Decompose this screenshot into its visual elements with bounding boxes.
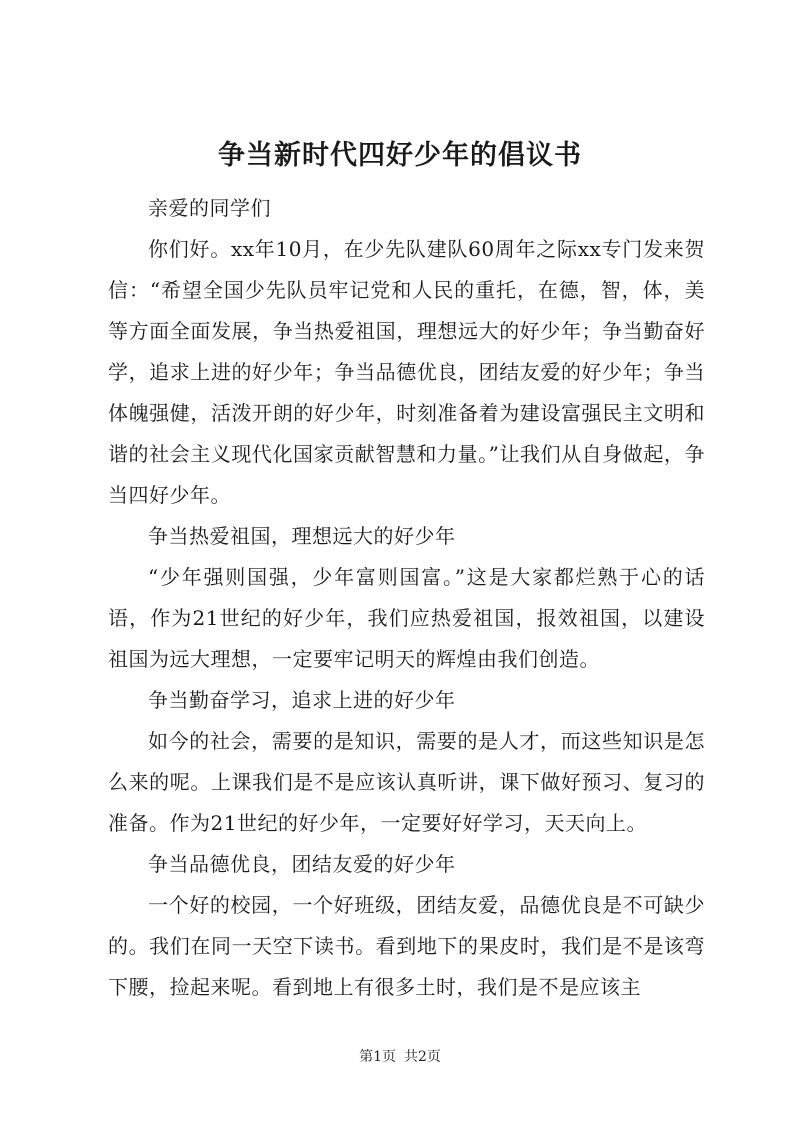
page-total: 共2页 — [404, 1049, 441, 1065]
section-heading-morality: 争当品德优良，团结友爱的好少年 — [148, 852, 456, 876]
document-title: 争当新时代四好少年的倡议书 — [218, 140, 582, 171]
paragraph-greeting: 亲爱的同学们 — [148, 196, 271, 220]
paragraph-patriotism: “少年强则国强，少年富则国富。”这是大家都烂熟于心的话语，作为21世纪的好少年，我们应热爱祖国，报效祖国，以建设祖国为远大理想，一定要牢记明天的辉煌由我们创造。 — [108, 565, 705, 671]
page-footer — [0, 1047, 800, 1067]
paragraph-intro: 你们好。xx年10月，在少先队建队60周年之际xx专门发来贺信：“希望全国少先队员牢记党和人民的重托，在德，智，体，美等方面全面发展，争当热爱祖国，理想远大的好少年；争当勤奋好学，追求上进的好少年；争当品德优良，团结友爱的好少年；争当体魄强健，活泼开朗的好少年，时刻准备着为建设富强民主文明和谐的社会主义现代化国家贡献智慧和力量。”让我们从自身做起，争当四好少年。 — [108, 237, 705, 507]
page-number: 第1页 — [359, 1049, 396, 1065]
paragraph-morality: 一个好的校园，一个好班级，团结友爱，品德优良是不可缺少的。我们在同一天空下读书。看到地下的果皮时，我们是不是该弯下腰，捡起来呢。看到地上有很多土时，我们是不是应该主 — [108, 893, 705, 999]
paragraph-study: 如今的社会，需要的是知识，需要的是人才，而这些知识是怎么来的呢。上课我们是不是应该认真听讲，课下做好预习、复习的准备。作为21世纪的好少年，一定要好好学习，天天向上。 — [108, 729, 705, 835]
section-heading-study: 争当勤奋学习，追求上进的好少年 — [148, 688, 456, 712]
section-heading-patriotism: 争当热爱祖国，理想远大的好少年 — [148, 524, 456, 548]
document-body — [108, 188, 705, 1008]
